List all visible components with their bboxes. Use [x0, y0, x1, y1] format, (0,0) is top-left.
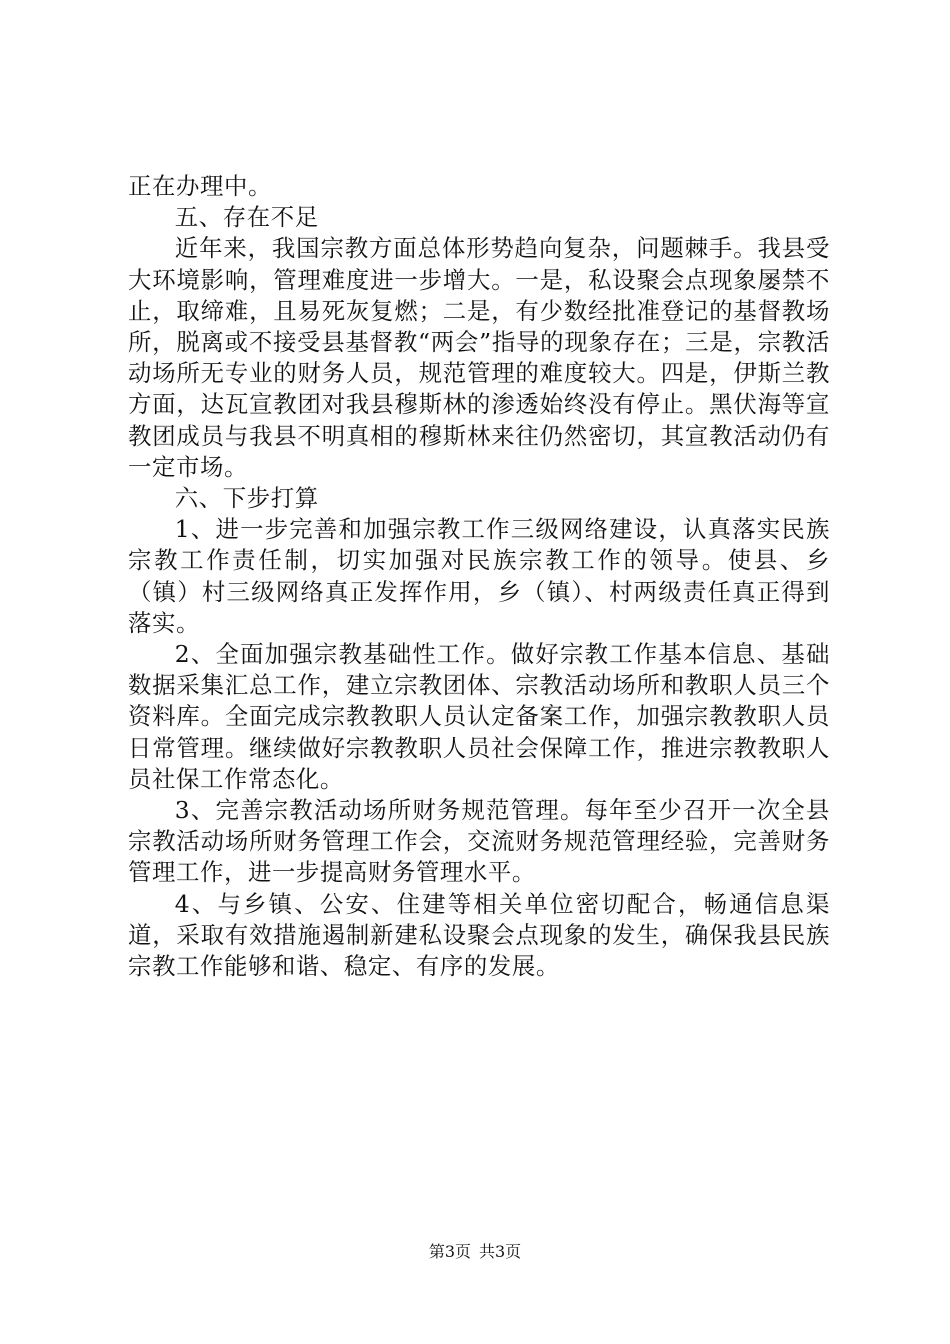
paragraph-next-step-3: 3、完善宗教活动场所财务规范管理。每年至少召开一次全县宗教活动场所财务管理工作会，交流财务规范管理经验，完善财务管理工作，进一步提高财务管理水平。: [128, 796, 830, 887]
section-heading-next-steps: 六、下步打算: [174, 484, 319, 513]
paragraph-shortcomings: 近年来，我国宗教方面总体形势趋向复杂，问题棘手。我县受大环境影响，管理难度进一步增大。一是，私设聚会点现象屡禁不止，取缔难，且易死灰复燃；二是，有少数经批准登记的基督教场所，脱离或不接受县基督教“两会”指导的现象存在；三是，宗教活动场所无专业的财务人员，规范管理的难度较大。四是，伊斯兰教方面，达瓦宣教团对我县穆斯林的渗透始终没有停止。黑伏海等宣教团成员与我县不明真相的穆斯林来往仍然密切，其宣教活动仍有一定市场。: [128, 234, 830, 481]
page-number: 第3页: [428, 1242, 471, 1261]
paragraph-next-step-2: 2、全面加强宗教基础性工作。做好宗教工作基本信息、基础数据采集汇总工作，建立宗教团体、宗教活动场所和教职人员三个资料库。全面完成宗教教职人员认定备案工作，加强宗教教职人员日常管理。继续做好宗教教职人员社会保障工作，推进宗教教职人员社保工作常态化。: [128, 640, 830, 793]
page-total: 共3页: [479, 1242, 522, 1261]
paragraph-continuation: 正在办理中。: [128, 172, 272, 200]
section-heading-shortcomings: 五、存在不足: [174, 203, 319, 232]
paragraph-next-step-1: 1、进一步完善和加强宗教工作三级网络建设，认真落实民族宗教工作责任制，切实加强对民族宗教工作的领导。使县、乡（镇）村三级网络真正发挥作用，乡（镇）、村两级责任真正得到落实。: [128, 515, 830, 637]
page-footer: [0, 1241, 950, 1263]
paragraph-next-step-4: 4、与乡镇、公安、住建等相关单位密切配合，畅通信息渠道，采取有效措施遏制新建私设聚会点现象的发生，确保我县民族宗教工作能够和谐、稳定、有序的发展。: [128, 889, 830, 981]
document-body: [128, 171, 830, 982]
